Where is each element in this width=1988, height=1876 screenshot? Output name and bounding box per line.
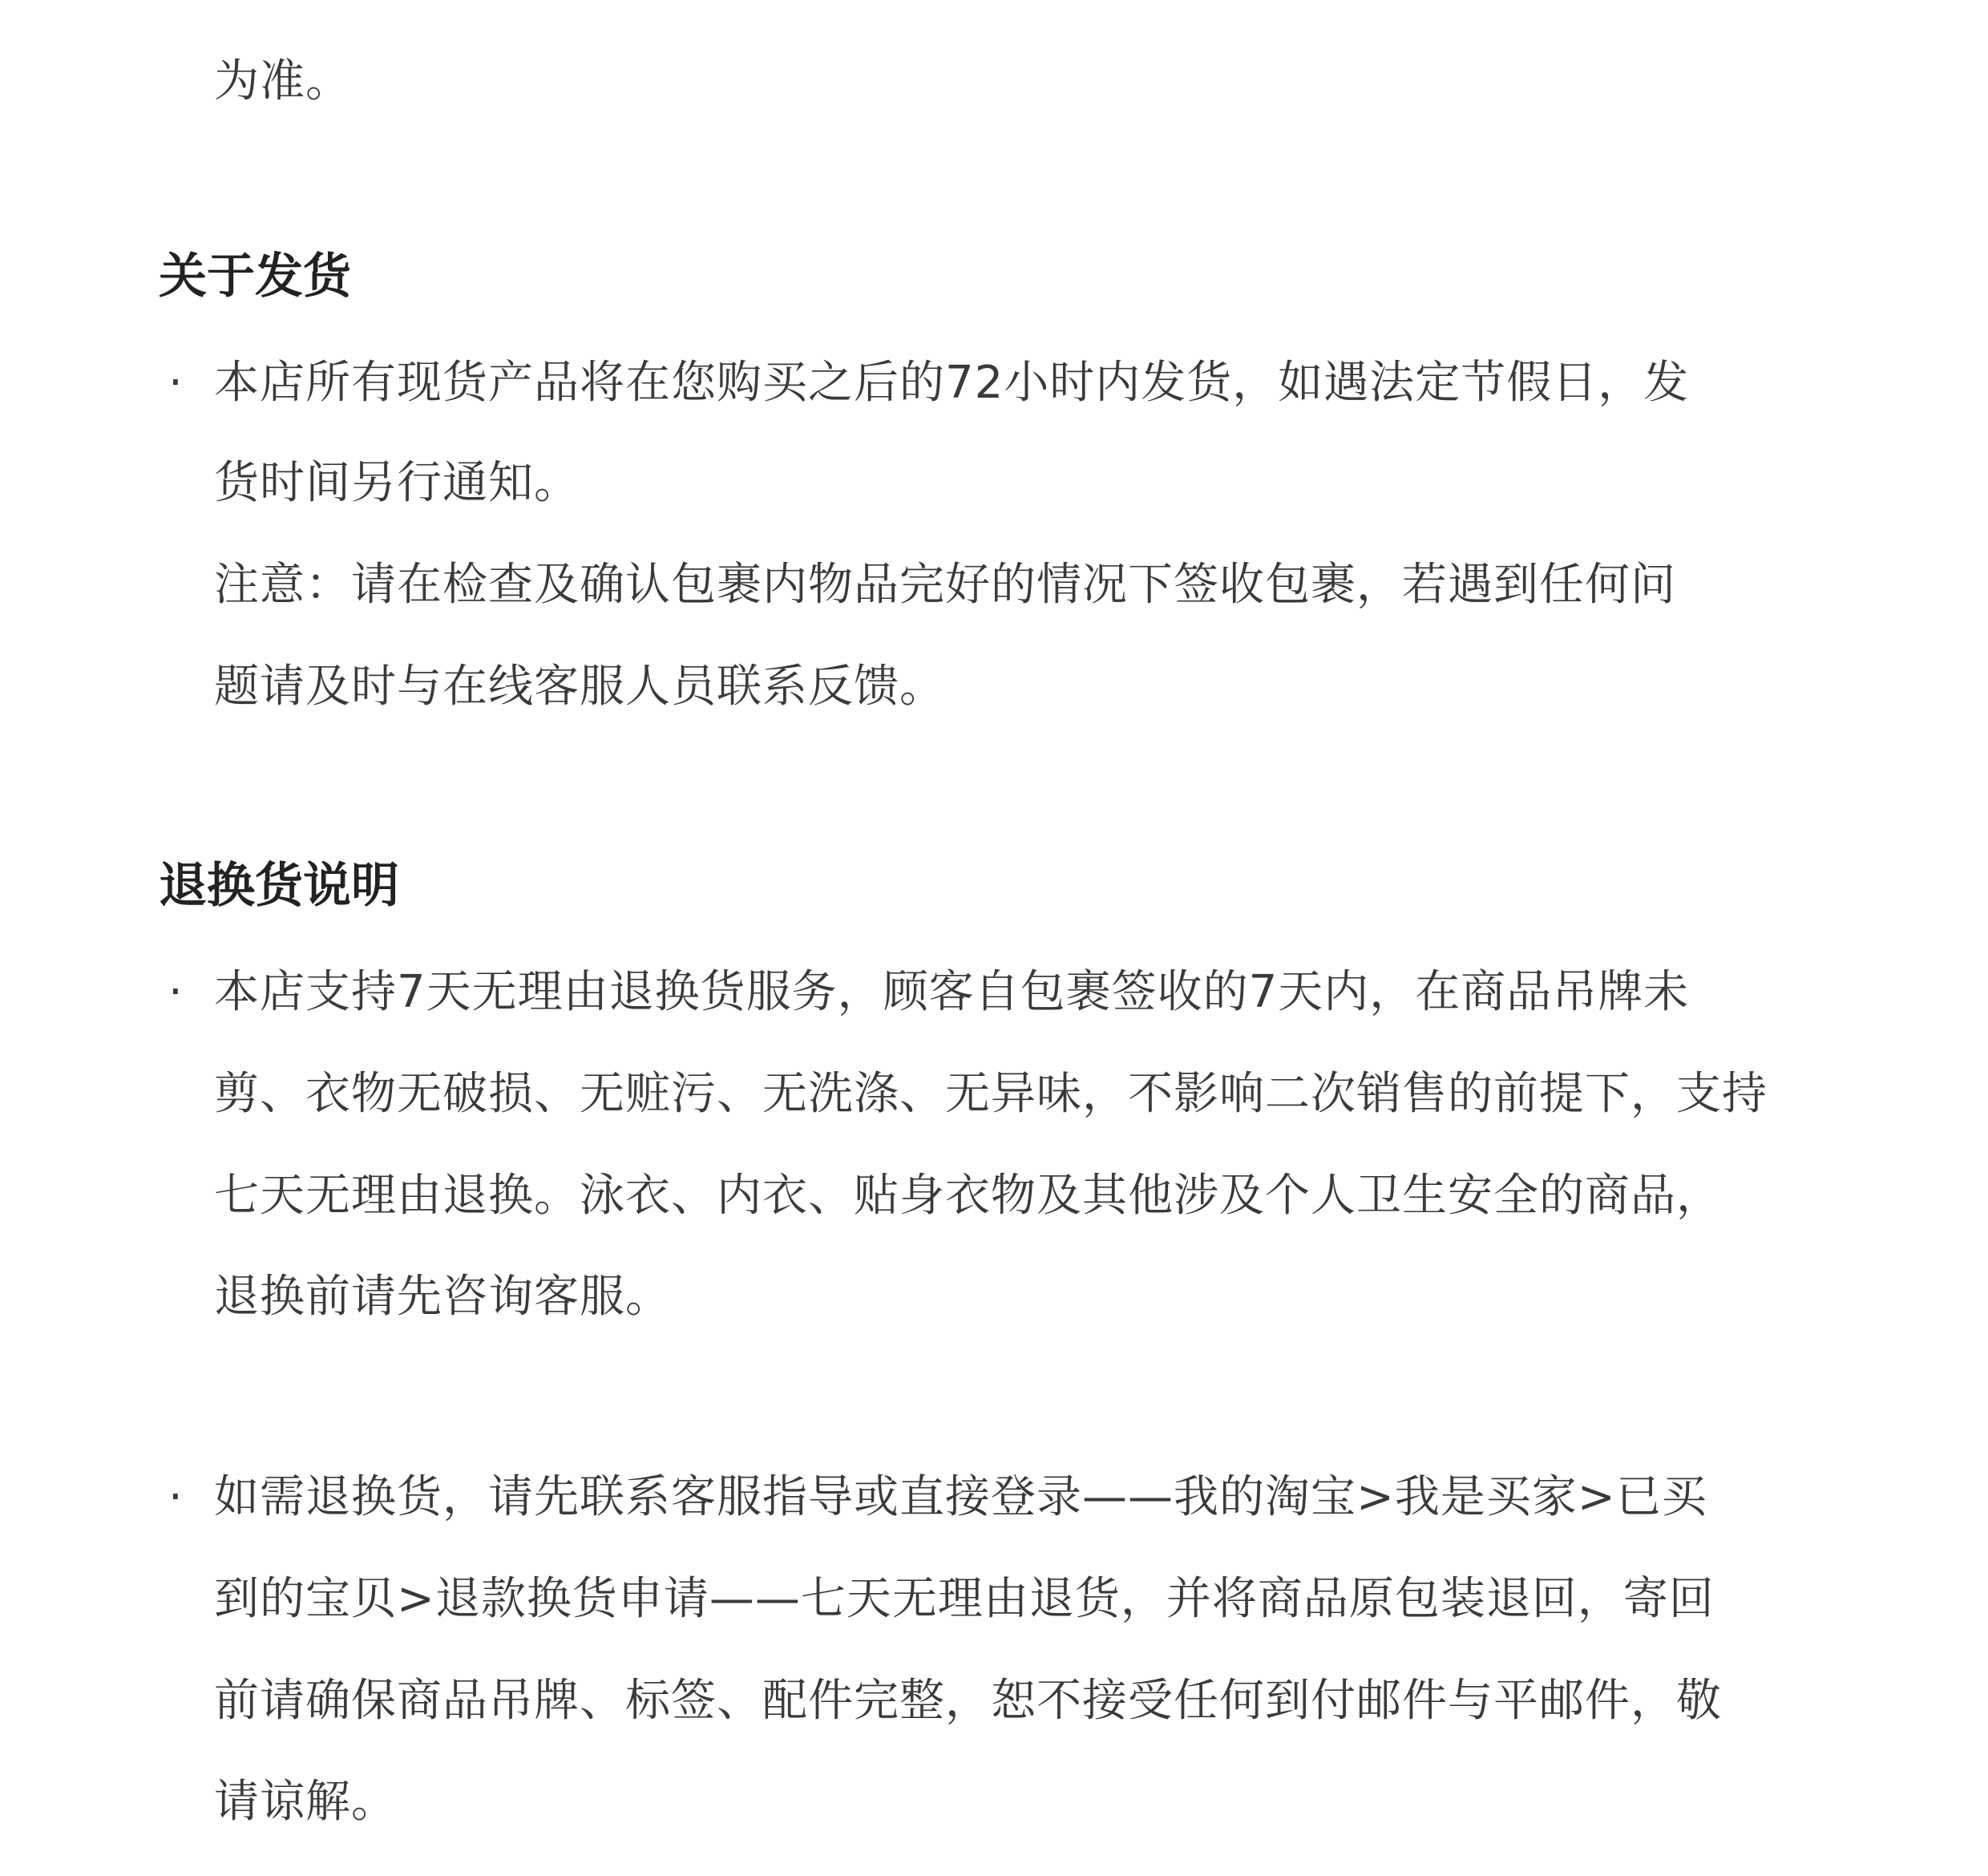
returns-heading: 退换货说明 — [159, 858, 399, 914]
returns-item1-line-2: 剪、衣物无破损、无赃污、无洗涤、无异味，不影响二次销售的前提下，支持 — [214, 1068, 1768, 1120]
returns-bullet-2: · — [168, 1471, 183, 1523]
returns-bullet-1: · — [168, 966, 183, 1018]
shipping-note-line-2: 题请及时与在线客服人员联系反馈。 — [214, 661, 945, 713]
returns-item1-line-1: 本店支持7天无理由退换货服务，顾客自包裹签收的7天内，在商品吊牌未 — [214, 966, 1690, 1018]
shipping-heading: 关于发货 — [159, 249, 351, 305]
returns-item1-line-3: 七天无理由退换。泳衣、内衣、贴身衣物及其他涉及个人卫生安全的商品， — [214, 1170, 1722, 1222]
shipping-note-line-1: 注意：请在检查及确认包裹内物品完好的情况下签收包裹，若遇到任何问 — [214, 559, 1676, 611]
returns-item2-line-3: 前请确保商品吊牌、标签、配件完整，恕不接受任何到付邮件与平邮件，敬 — [214, 1675, 1722, 1727]
shipping-line-1: 本店所有现货产品将在您购买之后的72小时内发货，如遇法定节假日，发 — [214, 357, 1690, 409]
returns-item2-line-1: 如需退换货，请先联系客服指导或直接登录——我的淘宝>我是买家>已买 — [214, 1471, 1707, 1523]
intro-line: 为准。 — [214, 55, 351, 107]
returns-item2-line-4: 请谅解。 — [214, 1776, 397, 1828]
returns-item2-line-2: 到的宝贝>退款换货申请——七天无理由退货，并将商品原包装退回，寄回 — [214, 1573, 1715, 1625]
shipping-bullet: · — [168, 357, 183, 409]
returns-item1-line-4: 退换前请先咨询客服。 — [214, 1271, 671, 1323]
shipping-line-2: 货时间另行通知。 — [214, 457, 580, 509]
